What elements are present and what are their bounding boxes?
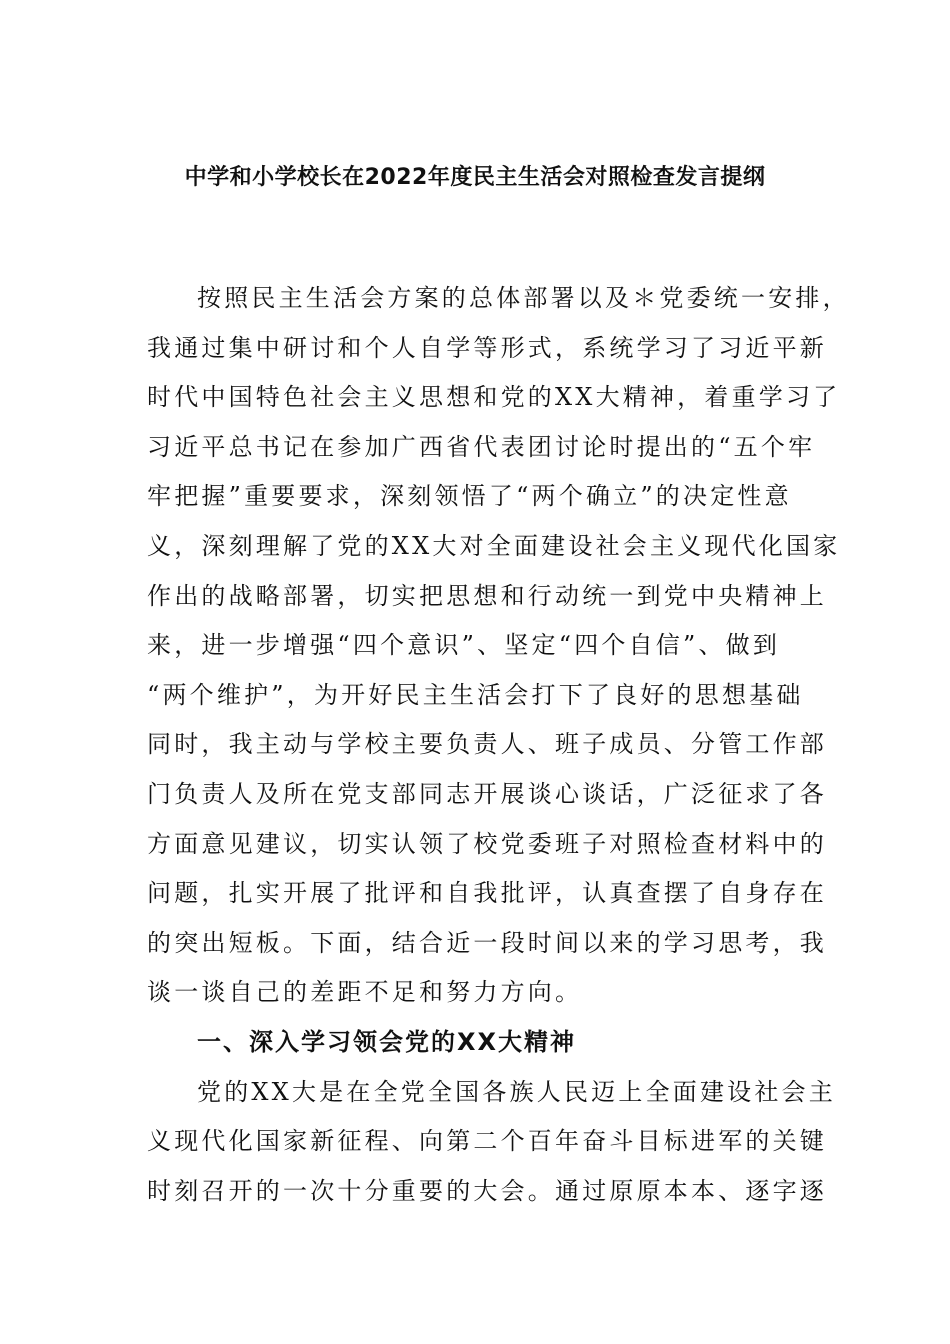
paragraph-line: 义现代化国家新征程、向第二个百年奋斗目标进军的关键 [147, 1127, 827, 1156]
paragraph-line: 时代中国特色社会主义思想和党的XX大精神，着重学习了 [147, 383, 841, 412]
paragraph-line: 按照民主生活会方案的总体部署以及＊党委统一安排， [197, 284, 850, 312]
paragraph-line: 问题，扎实开展了批评和自我批评，认真查摆了自身存在 [147, 879, 827, 908]
section-heading: 一、深入学习领会党的XX大精神 [197, 1027, 577, 1056]
paragraph-line: 习近平总书记在参加广西省代表团讨论时提出的“五个牢 [147, 432, 816, 461]
paragraph-line: 牢把握”重要要求，深刻领悟了“两个确立”的决定性意 [147, 482, 792, 511]
document-body [147, 274, 850, 1216]
paragraph-line: “两个维护”，为开好民主生活会打下了良好的思想基础 [147, 680, 804, 709]
paragraph-line: 同时，我主动与学校主要负责人、班子成员、分管工作部 [147, 730, 827, 759]
paragraph-line: 作出的战略部署，切实把思想和行动统一到党中央精神上 [147, 581, 827, 610]
document-title: 中学和小学校长在2022年度民主生活会对照检查发言提纲 [184, 165, 766, 190]
paragraph-line: 谈一谈自己的差距不足和努力方向。 [147, 978, 583, 1007]
paragraph-line: 门负责人及所在党支部同志开展谈心谈话，广泛征求了各 [147, 779, 827, 808]
paragraph-line: 我通过集中研讨和个人自学等形式，系统学习了习近平新 [147, 333, 827, 362]
paragraph-line: 义，深刻理解了党的XX大对全面建设社会主义现代化国家 [147, 531, 841, 560]
paragraph-line: 来，进一步增强“四个意识”、坚定“四个自信”、做到 [147, 631, 781, 660]
paragraph-line: 方面意见建议，切实认领了校党委班子对照检查材料中的 [147, 829, 827, 858]
paragraph-line: 的突出短板。下面，结合近一段时间以来的学习思考，我 [147, 928, 827, 957]
paragraph-line: 党的XX大是在全党全国各族人民迈上全面建设社会主 [197, 1077, 836, 1106]
paragraph-line: 时刻召开的一次十分重要的大会。通过原原本本、逐字逐 [147, 1176, 827, 1205]
